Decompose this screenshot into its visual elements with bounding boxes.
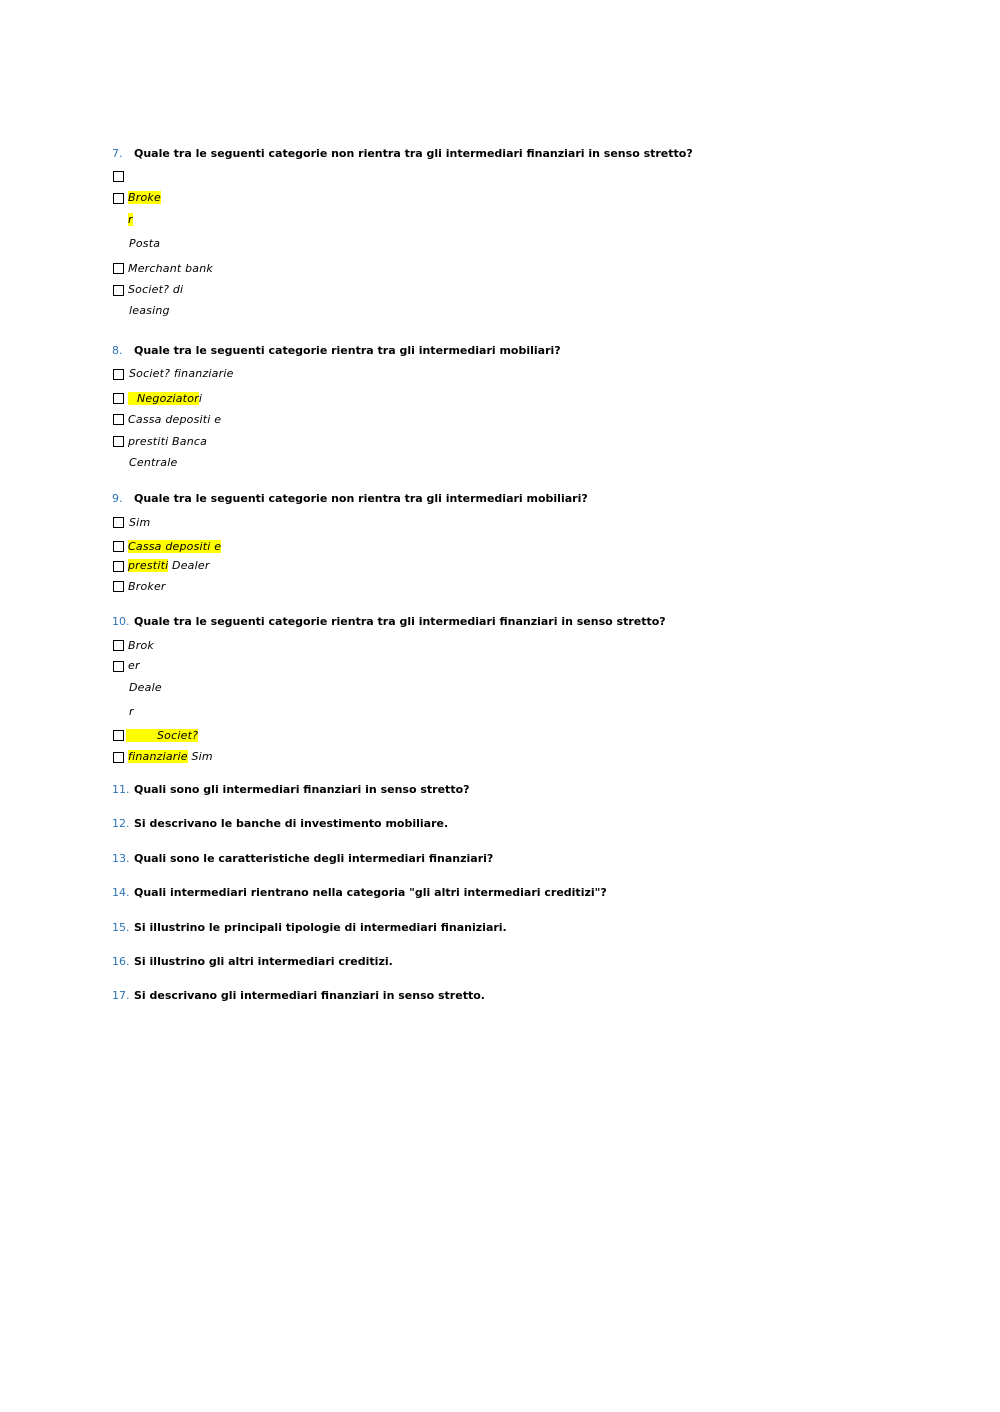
checkbox-q7-empty[interactable] <box>113 171 124 182</box>
option-text: Merchant bank <box>128 262 213 275</box>
checkbox-q9-sim[interactable] <box>113 517 124 528</box>
option-text: Cassa depositi e <box>128 413 222 426</box>
checkbox-q9-broker[interactable] <box>113 581 124 592</box>
option-text: Brok <box>128 639 154 652</box>
checkbox-q9-dealer[interactable] <box>113 561 124 572</box>
question-17: 17. Si descrivano gli intermediari finanziari in senso stretto. <box>112 989 485 1002</box>
option-text: Sim <box>129 516 151 529</box>
option-text: Societ? di <box>128 283 184 296</box>
question-10: 10. Quale tra le seguenti categorie rientra tra gli intermediari finanziari in senso stretto? <box>112 615 666 628</box>
option-text: r <box>129 705 134 718</box>
question-14: 14. Quali intermediari rientrano nella categoria "gli altri intermediari creditizi"? <box>112 886 607 899</box>
option-text: Deale <box>129 681 162 694</box>
option-text: r <box>128 213 133 226</box>
checkbox-q8-societa-finanziarie[interactable] <box>113 369 124 380</box>
checkbox-q10-dealer[interactable] <box>113 661 124 672</box>
option-text: Societ? finanziarie <box>129 367 234 380</box>
option-text: Societ? <box>126 729 198 742</box>
option-text: Negoziatori <box>128 392 202 405</box>
option-text: Broker <box>128 580 166 593</box>
checkbox-q10-societa-finanziarie[interactable] <box>113 730 124 741</box>
checkbox-q10-broker[interactable] <box>113 640 124 651</box>
question-7: 7. Quale tra le seguenti categorie non rientra tra gli intermediari finanziari in senso stretto? <box>112 147 693 160</box>
checkbox-q7-leasing[interactable] <box>113 285 124 296</box>
question-12: 12. Si descrivano le banche di investimento mobiliare. <box>112 817 449 830</box>
option-text: Cassa depositi e <box>128 540 222 553</box>
option-text: Posta <box>129 237 161 250</box>
question-8: 8. Quale tra le seguenti categorie rientra tra gli intermediari mobiliari? <box>112 344 561 357</box>
checkbox-q8-negoziatori[interactable] <box>113 393 124 404</box>
checkbox-q8-banca-centrale[interactable] <box>113 436 124 447</box>
checkbox-q7-merchant-bank[interactable] <box>113 263 124 274</box>
question-16: 16. Si illustrino gli altri intermediari creditizi. <box>112 955 393 968</box>
question-9: 9. Quale tra le seguenti categorie non rientra tra gli intermediari mobiliari? <box>112 492 588 505</box>
checkbox-q9-cassa-depositi[interactable] <box>113 541 124 552</box>
question-15: 15. Si illustrino le principali tipologie di intermediari finaniziari. <box>112 921 507 934</box>
checkbox-q8-cassa-depositi[interactable] <box>113 414 124 425</box>
checkbox-q10-sim[interactable] <box>113 752 124 763</box>
option-text: prestiti Banca <box>128 435 208 448</box>
option-text: Broke <box>128 191 161 204</box>
option-text: prestiti Dealer <box>128 559 210 572</box>
option-text: leasing <box>129 304 170 317</box>
checkbox-q7-broker[interactable] <box>113 193 124 204</box>
option-text: Centrale <box>129 456 178 469</box>
question-11: 11. Quali sono gli intermediari finanziari in senso stretto? <box>112 783 470 796</box>
option-text: er <box>128 659 140 672</box>
option-text: finanziarie Sim <box>128 750 213 763</box>
question-13: 13. Quali sono le caratteristiche degli intermediari finanziari? <box>112 852 494 865</box>
